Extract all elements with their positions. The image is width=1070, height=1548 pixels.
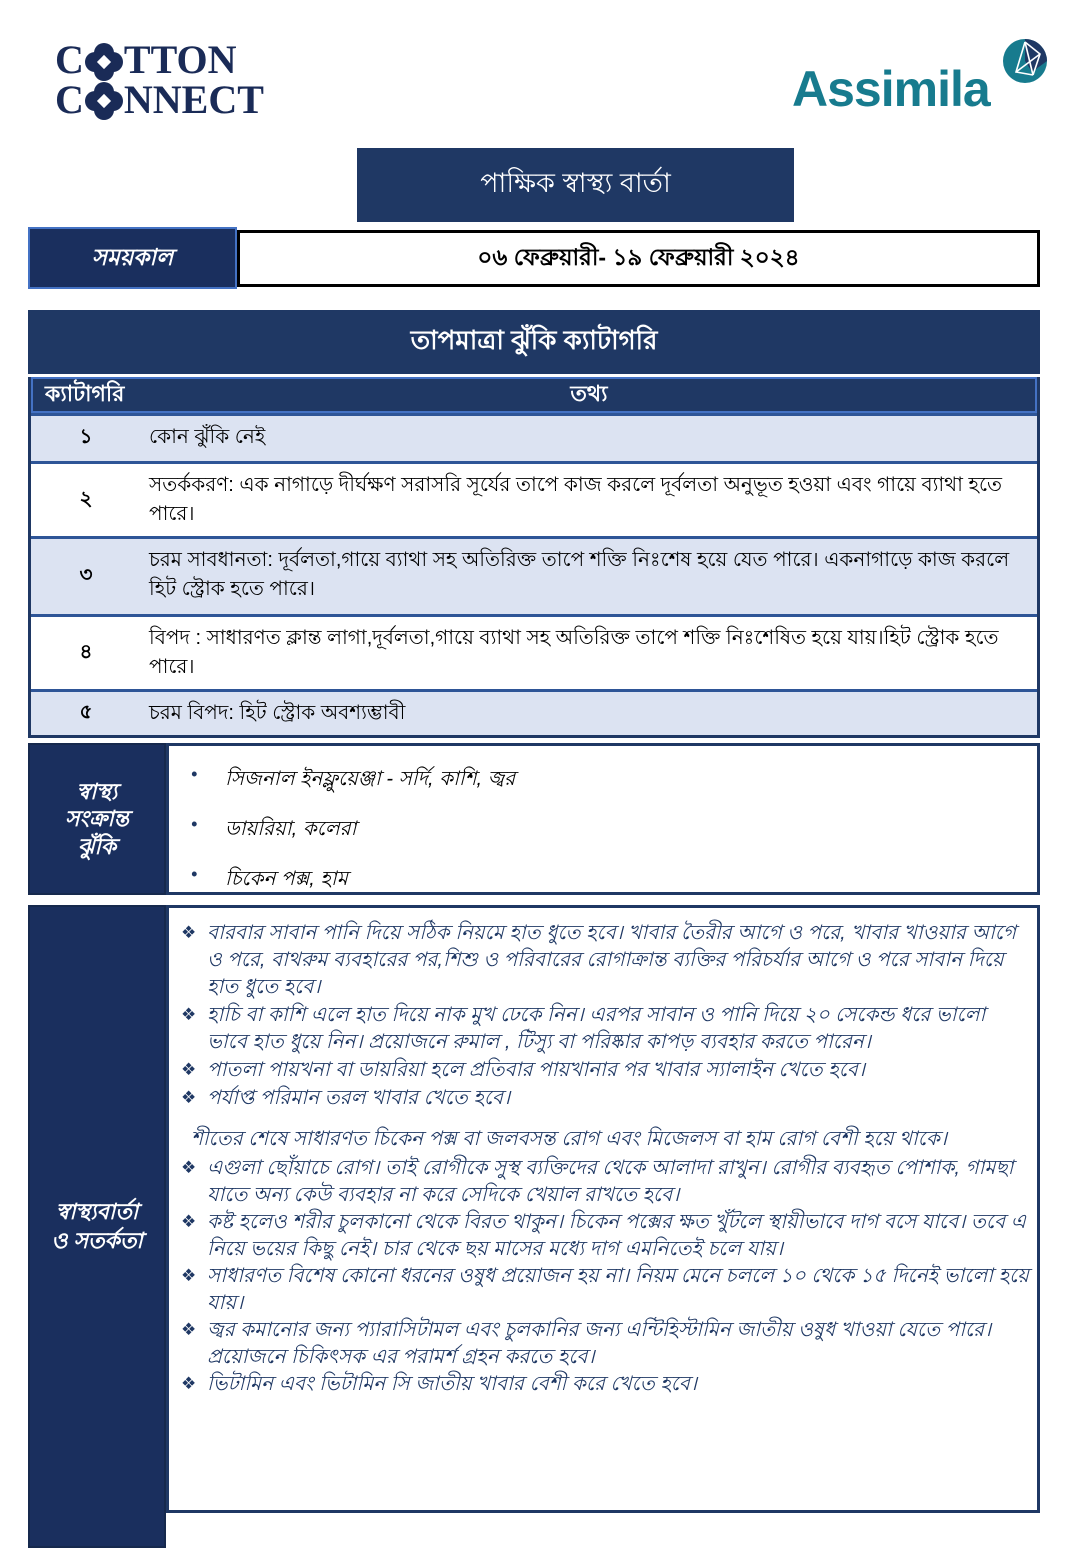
advisory-text: জ্বর কমানোর জন্য প্যারাসিটামল এবং চুলকানির জন্য এন্টিহিস্টামিন জাতীয় ওষুধ খাওয়া যেতে পারে।প্রয়োজনে চিকিৎসক এর পরামর্শ গ্রহন করতে হবে। — [207, 1319, 992, 1368]
list-item — [181, 1263, 1029, 1317]
list-item — [181, 920, 1029, 1001]
table-row — [31, 413, 1037, 461]
diamond-bullet-icon: ❖ — [181, 1060, 197, 1079]
advisory-text: ভিটামিন এবং ভিটামিন সি জাতীয় খাবার বেশী করে খেতে হবে। — [207, 1373, 698, 1395]
risk-category-title — [28, 310, 1040, 374]
column-header-info: তথ্য — [570, 380, 608, 406]
advisory-text: পাতলা পায়খনা বা ডায়রিয়া হলে প্রতিবার পায়খানার পর খাবার স্যালাইন খেতে হবে। — [207, 1059, 866, 1081]
advisory-paragraph: শীতের শেষে সাধারণত চিকেন পক্স বা জলবসন্ত রোগ এবং মিজেলস বা হাম রোগ বেশী হয়ে থাকে। — [191, 1128, 947, 1150]
advisory-text: সাধারণত বিশেষ কোনো ধরনের ওষুধ প্রয়োজন হয় না। নিয়ম মেনে চললে ১০ থেকে ১৫ দিনেই ভালো হয়ে যায়। — [207, 1265, 1029, 1314]
advisory-text: এগুলা ছোঁয়াচে রোগ। তাই রোগীকে সুস্থ ব্যক্তিদের থেকে আলাদা রাখুন। রোগীর ব্যবহৃত পোশাক, গামছা যাতে অন্য কেউ ব্যবহার না করে সেদিকে খেয়াল রাখতে হবে। — [207, 1157, 1014, 1206]
row-category-number: ৫ — [79, 701, 93, 723]
list-item — [181, 1085, 1029, 1112]
diamond-bullet-icon: ❖ — [181, 923, 197, 942]
dot-bullet-icon: • — [191, 864, 198, 884]
assimila-globe-icon — [1002, 38, 1048, 84]
table-row — [31, 689, 1037, 735]
sidebar-label-line: ও সতর্কতা — [51, 1227, 143, 1253]
advisory-text: বারবার সাবান পানি দিয়ে সঠিক নিয়মে হাত ধুতে হবে। খাবার তৈরীর আগে ও পরে, খাবার খাওয়ার আগে ও পরে, বাথরুম ব্যবহারের পর,শিশু ও পরিবারের রোগাক্রান্ত ব্যক্তির পরিচর্যার আগে ও পরে সাবান দিয়ে হাত ধুতে হবে। — [207, 922, 1016, 998]
row-info-text: চরম বিপদ: হিট স্ট্রোক অবশ্যম্ভাবী — [149, 702, 406, 724]
health-risk-text: সিজনাল ইনফ্লুয়েঞ্জা - সর্দি, কাশি, জ্বর — [225, 768, 516, 790]
advisory-text: পর্যাপ্ত পরিমান তরল খাবার খেতে হবে। — [207, 1087, 511, 1109]
list-item — [191, 864, 1027, 897]
health-risk-text: ডায়রিয়া, কলেরা — [225, 818, 357, 840]
advisory-bullets-top — [181, 920, 1029, 1112]
advisory-content — [166, 905, 1040, 1513]
health-risks-content — [166, 743, 1040, 895]
sidebar-label-line: স্বাস্থ্য — [76, 778, 118, 804]
diamond-bullet-icon: ❖ — [181, 1088, 197, 1107]
sidebar-label-line: সংক্রান্ত — [65, 806, 129, 832]
row-info-text: বিপদ : সাধারণত ক্লান্ত লাগা,দূর্বলতা,গায়ে ব্যাথা সহ অতিরিক্ত তাপে শক্তি নিঃশেষিত হয়ে যায়।হিট স্ট্রোক হতে পারে। — [149, 627, 999, 678]
column-header-category: ক্যাটাগরি — [45, 380, 125, 406]
assimila-wordmark: Assimila — [792, 61, 990, 117]
list-item — [181, 1155, 1029, 1209]
list-item — [181, 1209, 1029, 1263]
logo-text: TTON — [123, 37, 237, 82]
list-item — [181, 1057, 1029, 1084]
diamond-bullet-icon: ❖ — [181, 1212, 197, 1231]
risk-table — [28, 377, 1040, 738]
logo-text: NNECT — [123, 77, 264, 122]
bulletin-title-banner — [357, 148, 794, 222]
list-item — [181, 1317, 1029, 1371]
dot-bullet-icon: • — [191, 764, 198, 784]
list-item — [191, 814, 1027, 847]
row-info-text: চরম সাবধানতা: দূর্বলতা,গায়ে ব্যাথা সহ অতিরিক্ত তাপে শক্তি নিঃশেষ হয়ে যেত পারে। একনাগাড়ে কাজ করলে হিট স্ট্রোক হতে পারে। — [149, 549, 1010, 600]
diamond-bullet-icon: ❖ — [181, 1158, 197, 1177]
table-row — [31, 614, 1037, 689]
list-item — [181, 1002, 1029, 1056]
diamond-bullet-icon: ❖ — [181, 1374, 197, 1393]
diamond-bullet-icon: ❖ — [181, 1320, 197, 1339]
bulletin-title: পাক্ষিক স্বাস্থ্য বার্তা — [480, 167, 671, 198]
sidebar-label-line: স্বাস্থ্যবার্তা — [55, 1198, 139, 1224]
period-value-box — [237, 230, 1040, 287]
clover-o-icon — [83, 42, 125, 122]
advisory-bullets-bottom — [181, 1155, 1029, 1398]
row-info-text: কোন ঝুঁকি নেই — [149, 426, 266, 448]
period-label-box — [28, 227, 237, 289]
advisory-text: কষ্ট হলেও শরীর চুলকানো থেকে বিরত থাকুন। চিকেন পক্সের ক্ষত খুঁটলে স্থায়ীভাবে দাগ বসে যাবে। তবে এ নিয়ে ভয়ের কিছু নেই। চার থেকে ছয় মাসের মধ্যে দাগ এমনিতেই চলে যায়। — [207, 1211, 1026, 1260]
list-item — [191, 764, 1027, 797]
row-info-text: সতর্ককরণ: এক নাগাড়ে দীর্ঘক্ষণ সরাসরি সূর্যের তাপে কাজ করলে দূর্বলতা অনুভূত হওয়া এবং গায়ে ব্যাথা হতে পারে। — [149, 474, 1003, 525]
diamond-bullet-icon: ❖ — [181, 1005, 197, 1024]
sidebar-label-line: ঝুঁকি — [77, 833, 117, 859]
advisory-sidebar-label — [28, 905, 166, 1548]
risk-table-header — [31, 377, 1037, 413]
health-risk-text: চিকেন পক্স, হাম — [225, 868, 348, 890]
period-label: সময়কাল — [91, 243, 174, 270]
diamond-bullet-icon: ❖ — [181, 1266, 197, 1285]
table-row — [31, 461, 1037, 536]
row-category-number: ৩ — [79, 564, 93, 586]
risk-category-title-text: তাপমাত্রা ঝুঁকি ক্যাটাগরি — [410, 325, 658, 355]
row-category-number: ১ — [79, 426, 93, 448]
health-risks-sidebar-label — [28, 743, 166, 895]
cottonconnect-logo — [55, 37, 295, 130]
table-row — [31, 536, 1037, 614]
advisory-text: হাচি বা কাশি এলে হাত দিয়ে নাক মুখ ঢেকে নিন। এরপর সাবান ও পানি দিয়ে ২০ সেকেন্ড ধরে ভালো ভাবে হাত ধুয়ে নিন। প্রয়োজনে রুমাল , টিস্যু বা পরিষ্কার কাপড় ব্যবহার করতে পারেন। — [207, 1004, 986, 1053]
logo-text: C — [55, 37, 84, 82]
assimila-logo — [792, 38, 1048, 122]
dot-bullet-icon: • — [191, 814, 198, 834]
row-category-number: ৪ — [79, 640, 93, 663]
logo-text: C — [55, 77, 84, 122]
period-value: ০৬ ফেব্রুয়ারী- ১৯ ফেব্রুয়ারী ২০২৪ — [477, 244, 800, 270]
row-category-number: ২ — [79, 487, 93, 510]
list-item — [181, 1371, 1029, 1398]
